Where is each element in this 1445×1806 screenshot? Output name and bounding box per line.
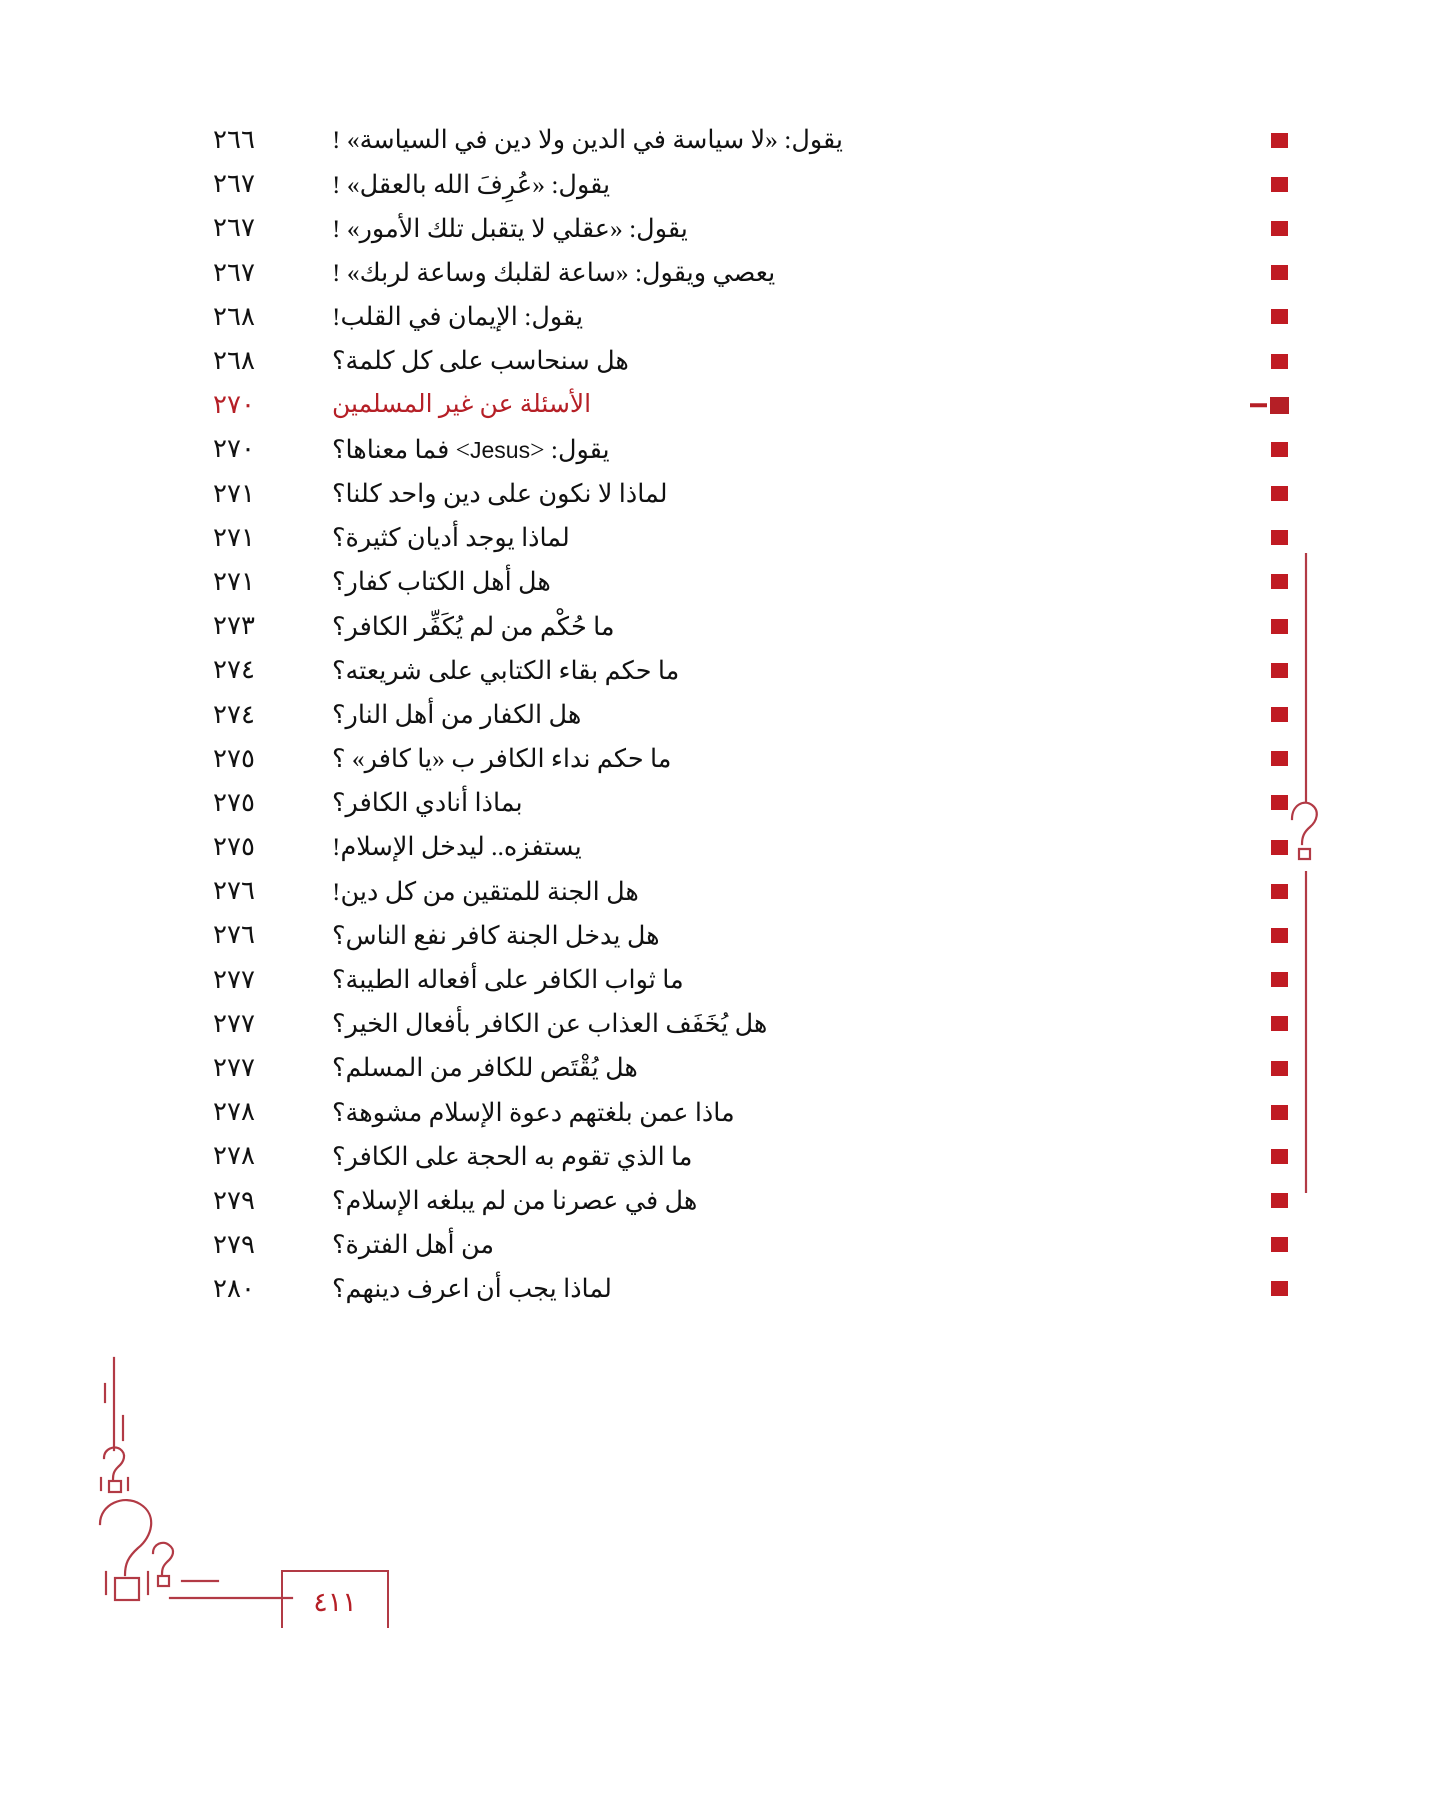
toc-entry-page-number: ٢٦٦ [213,125,255,155]
square-bullet-icon [1271,795,1288,810]
toc-bullet-cell [1248,737,1310,781]
toc-bullet-cell [1248,427,1310,471]
square-bullet-icon [1271,1237,1288,1252]
toc-entry-page-number: ٢٧٩ [213,1185,255,1215]
toc-entry-page-number: ٢٧٤ [213,655,255,685]
square-bullet-icon [1270,397,1289,414]
toc-bullet-cell [1248,958,1310,1002]
square-bullet-icon [1271,1193,1288,1208]
square-bullet-icon [1271,309,1288,324]
toc-entry-row[interactable] [150,604,1310,648]
toc-entry-page-number: ٢٧٧ [213,1008,255,1038]
toc-title-text: يقول: «عُرِفَ الله بالعقل» ! [332,169,611,199]
toc-title-text: بماذا أنادي الكافر؟ [332,788,523,818]
toc-entry-title[interactable] [318,1053,1248,1082]
toc-entry-page-number: ٢٧٠ [213,390,255,420]
toc-entry-page-number: ٢٧٨ [213,1097,255,1127]
toc-title-text: يعصي ويقول: «ساعة لقلبك وساعة لربك» ! [332,258,776,287]
toc-entry-title[interactable] [318,1009,1248,1038]
toc-entry-page-number: ٢٧٣ [213,611,255,641]
toc-bullet-cell [1248,825,1310,869]
toc-bullet-cell [1248,913,1310,957]
toc-entry-row[interactable] [150,825,1310,869]
toc-entry-title[interactable] [318,700,1248,729]
toc-entry-title[interactable] [318,125,1248,154]
toc-title-text: هل الجنة للمتقين من كل دين! [332,876,639,906]
toc-entry-title[interactable] [318,965,1248,994]
square-bullet-icon [1271,530,1288,545]
toc-entry-title[interactable] [318,302,1248,331]
square-bullet-icon [1271,1149,1288,1164]
toc-title-text: هل أهل الكتاب كفار؟ [332,567,551,597]
toc-entry-page-number: ٢٧٧ [213,964,255,994]
toc-entry-row[interactable] [150,781,1310,825]
toc-entry-page-number: ٢٧٩ [213,1229,255,1259]
toc-entry-title[interactable] [318,744,1248,773]
toc-entry-row[interactable] [150,737,1310,781]
toc-entry-page-number: ٢٧١ [213,478,255,508]
toc-entry-row[interactable] [150,913,1310,957]
toc-title-text: الأسئلة عن غير المسلمين [332,390,592,418]
toc-entry-title[interactable] [318,656,1248,685]
toc-entry-page-number: ٢٧٨ [213,1141,255,1171]
toc-entry-row[interactable] [150,516,1310,560]
toc-title-text: يقول: «لا سياسة في الدين ولا دين في السياسة» ! [332,125,844,155]
toc-bullet-cell [1248,472,1310,516]
toc-title-text: ماذا عمن بلغتهم دعوة الإسلام مشوهة؟ [332,1097,735,1127]
toc-entry-page-number: ٢٧٠ [213,434,255,464]
footer-corner-ornament [96,1354,456,1639]
toc-bullet-cell [1248,560,1310,604]
toc-title-text: لماذا لا نكون على دين واحد كلنا؟ [332,478,668,508]
toc-entry-row[interactable] [150,648,1310,692]
toc-entry-title[interactable] [318,567,1248,596]
toc-bullet-cell [1248,1179,1310,1223]
square-bullet-icon [1271,442,1288,457]
toc-entry-row[interactable] [150,251,1310,295]
toc-entry-title[interactable] [318,877,1248,906]
toc-entry-title[interactable] [318,1098,1248,1127]
toc-title-text: ما الذي تقوم به الحجة على الكافر؟ [332,1141,693,1171]
toc-entry-row[interactable] [150,295,1310,339]
square-bullet-icon [1271,884,1288,899]
toc-bullet-cell [1248,869,1310,913]
toc-title-text: هل يدخل الجنة كافر نفع الناس؟ [332,920,660,950]
square-bullet-icon [1271,354,1288,369]
toc-title-text: ما ثواب الكافر على أفعاله الطيبة؟ [332,965,684,994]
toc-title-text: يقول: «عقلي لا يتقبل تلك الأمور» ! [332,213,688,243]
toc-title-text: هل يُخَفَف العذاب عن الكافر بأفعال الخير؟ [332,1009,768,1039]
toc-entry-row[interactable] [150,206,1310,250]
square-bullet-icon [1271,133,1288,148]
toc-bullet-cell [1248,1090,1310,1134]
toc-entry-row[interactable] [150,869,1310,913]
toc-title-text: هل يُقْتَص للكافر من المسلم؟ [332,1053,638,1083]
table-of-contents [150,118,1310,1311]
toc-title-text: ما حُكْم من لم يُكَفِّر الكافر؟ [332,611,615,641]
toc-entry-title[interactable] [318,258,1248,287]
toc-entry-row[interactable] [150,958,1310,1002]
toc-section-heading-row[interactable] [150,383,1310,427]
toc-entry-row[interactable] [150,1002,1310,1046]
toc-bullet-cell [1248,516,1310,560]
toc-entry-title[interactable] [318,1186,1248,1215]
toc-bullet-cell [1248,604,1310,648]
heading-dash-icon [1250,403,1267,407]
toc-entry-page-number: ٢٧٧ [213,1053,255,1083]
square-bullet-icon [1271,574,1288,589]
toc-bullet-cell [1248,648,1310,692]
toc-entry-title[interactable] [318,832,1248,861]
toc-entry-row[interactable] [150,692,1310,736]
toc-bullet-cell [1248,1046,1310,1090]
toc-entry-page-number: ٢٧١ [213,522,255,552]
toc-entry-row[interactable] [150,427,1310,471]
toc-title-text: ما حكم بقاء الكتابي على شريعته؟ [332,655,680,685]
toc-title-text: يقول: الإيمان في القلب! [332,302,584,332]
toc-entry-row[interactable] [150,1179,1310,1223]
toc-entry-row[interactable] [150,1267,1310,1311]
square-bullet-icon [1271,972,1288,987]
square-bullet-icon [1271,1016,1288,1031]
square-bullet-icon [1271,265,1288,280]
toc-title-text: هل الكفار من أهل النار؟ [332,699,582,729]
toc-entry-page-number: ٢٦٧ [213,257,255,287]
toc-entry-title[interactable] [318,523,1248,552]
toc-title-latin-token: Jesus [470,436,531,463]
square-bullet-icon [1271,928,1288,943]
toc-bullet-cell [1248,339,1310,383]
toc-entry-title[interactable] [318,1142,1248,1171]
toc-entry-page-number: ٢٧١ [213,566,255,596]
square-bullet-icon [1271,663,1288,678]
toc-bullet-cell [1248,1134,1310,1178]
toc-entry-title[interactable] [318,1274,1248,1303]
toc-entry-page-number: ٢٧٤ [213,699,255,729]
toc-entry-page-number: ٢٦٧ [213,169,255,199]
square-bullet-icon [1271,1061,1288,1076]
toc-entry-page-number: ٢٧٦ [213,920,255,950]
toc-entry-title[interactable] [318,788,1248,817]
toc-title-segment: > فما معناها؟ [332,434,471,464]
toc-entry-title[interactable] [318,346,1248,375]
square-bullet-icon [1271,221,1288,236]
toc-title-text: هل سنحاسب على كل كلمة؟ [332,346,629,376]
square-bullet-icon [1271,751,1288,766]
toc-entry-page-number: ٢٧٥ [213,787,255,817]
square-bullet-icon [1271,486,1288,501]
toc-entry-title[interactable] [318,391,1248,420]
toc-title-text: ما حكم نداء الكافر ب «يا كافر» ؟ [332,744,672,774]
toc-entry-title[interactable] [318,921,1248,950]
toc-entry-title[interactable] [318,214,1248,243]
toc-entry-page-number: ٢٧٥ [213,832,255,862]
square-bullet-icon [1271,840,1288,855]
folio-page-number [281,1570,389,1628]
toc-entry-row[interactable] [150,162,1310,206]
toc-bullet-cell [1248,1267,1310,1311]
toc-bullet-cell [1248,1223,1310,1267]
toc-entry-title[interactable] [318,170,1248,199]
square-bullet-icon [1271,177,1288,192]
toc-entry-page-number: ٢٨٠ [213,1273,255,1303]
toc-entry-title[interactable] [318,435,1248,464]
toc-entry-row[interactable] [150,118,1310,162]
toc-entry-row[interactable] [150,1134,1310,1178]
toc-title-text: هل في عصرنا من لم يبلغه الإسلام؟ [332,1185,698,1215]
toc-bullet-cell [1248,1002,1310,1046]
square-bullet-icon [1271,619,1288,634]
toc-bullet-cell [1248,118,1310,162]
toc-bullet-cell [1248,162,1310,206]
toc-entry-page-number: ٢٦٨ [213,346,255,376]
toc-title-text: لماذا يوجد أديان كثيرة؟ [332,523,570,553]
toc-entry-row[interactable] [150,560,1310,604]
toc-entry-row[interactable] [150,1046,1310,1090]
toc-entry-title[interactable] [318,479,1248,508]
toc-entry-title[interactable] [318,612,1248,641]
square-bullet-icon [1271,707,1288,722]
toc-entry-page-number: ٢٧٥ [213,743,255,773]
folio-number: ٤١١ [313,1586,357,1617]
toc-bullet-cell [1248,383,1310,427]
toc-title-text: يستفزه.. ليدخل الإسلام! [332,832,582,862]
toc-entry-row[interactable] [150,1223,1310,1267]
toc-title-segment: يقول: < [530,434,610,464]
toc-title-text: لماذا يجب أن اعرف دينهم؟ [332,1274,612,1304]
toc-bullet-cell [1248,781,1310,825]
square-bullet-icon [1271,1105,1288,1120]
toc-title-text: من أهل الفترة؟ [332,1230,495,1260]
toc-bullet-cell [1248,692,1310,736]
toc-entry-title[interactable] [318,1230,1248,1259]
toc-entry-page-number: ٢٧٦ [213,876,255,906]
toc-entry-row[interactable] [150,1090,1310,1134]
toc-entry-page-number: ٢٦٨ [213,301,255,331]
toc-bullet-cell [1248,251,1310,295]
toc-bullet-cell [1248,295,1310,339]
toc-bullet-cell [1248,206,1310,250]
square-bullet-icon [1271,1281,1288,1296]
toc-entry-page-number: ٢٦٧ [213,213,255,243]
toc-entry-row[interactable] [150,472,1310,516]
toc-entry-row[interactable] [150,339,1310,383]
